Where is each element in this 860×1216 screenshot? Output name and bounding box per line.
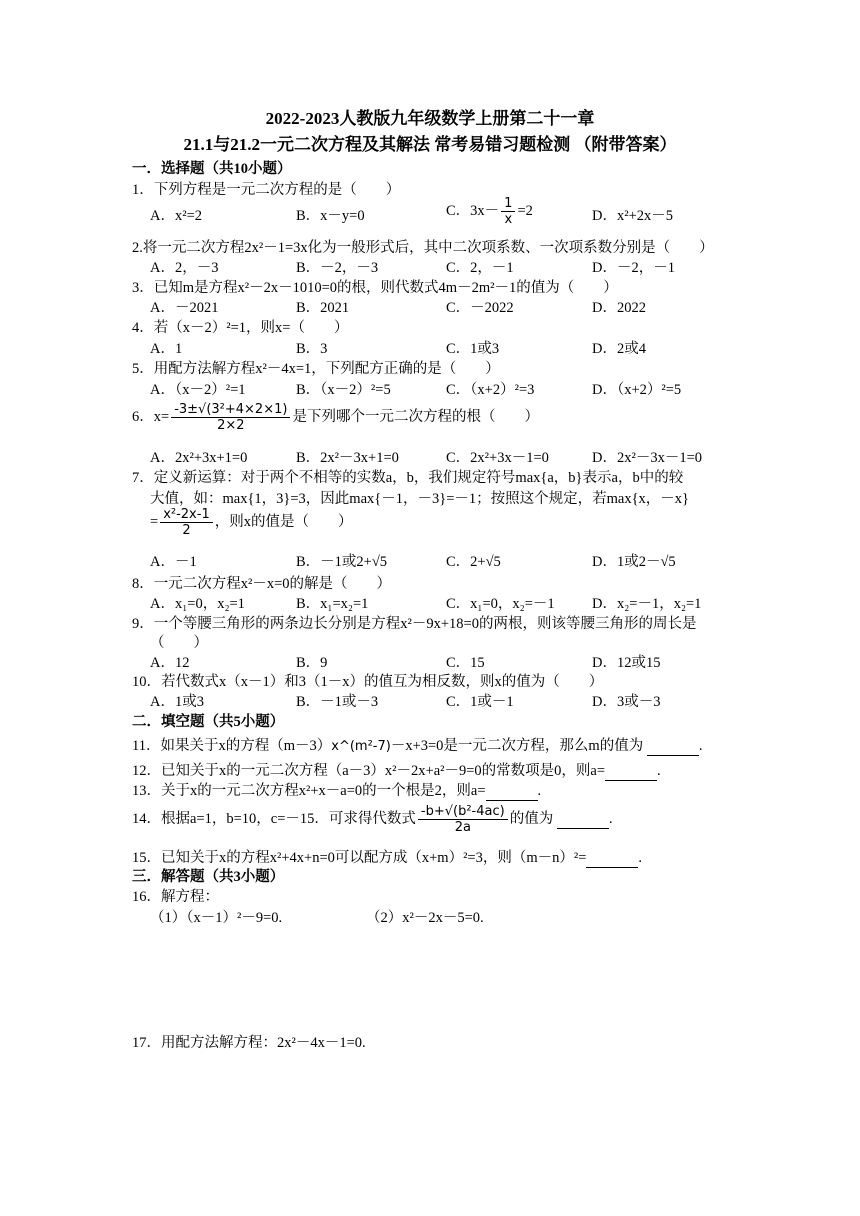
q4-option-d: D．2或4 — [592, 341, 646, 357]
q1-c-suffix: =2 — [517, 202, 533, 219]
q9-option-b: B．9 — [296, 655, 328, 671]
q1-option-b: B．x－y=0 — [296, 208, 365, 224]
q14-denominator: 2a — [454, 820, 471, 835]
q13-text: 13．关于x的一元二次方程x²+x－a=0的一个根是2，则a= — [132, 783, 486, 799]
q13-stem: 13．关于x的一元二次方程x²+x－a=0的一个根是2，则a= . — [132, 783, 542, 799]
section-fill: 二．填空题（共5小题） — [132, 714, 285, 730]
section-choice: 一．选择题（共10小题） — [132, 161, 292, 177]
q2-option-d: D．－2，－1 — [592, 260, 675, 276]
q14-fraction — [418, 804, 508, 835]
q6-stem — [132, 402, 539, 433]
q5-option-d: D．（x+2）²=5 — [592, 382, 682, 398]
q11-stem: 11．如果关于x的方程（m－3）x^(m²-7)－x+3=0是一元二次方程，那么m的值为 . — [132, 738, 703, 754]
q7-option-c: C．2+√5 — [446, 554, 501, 570]
q10-option-b: B．－1或－3 — [296, 694, 379, 710]
q3-stem: 3．已知m是方程x²－2x－1010=0的根，则代数式4m－2m²－1的值为（ ） — [132, 280, 618, 296]
q7-denominator: 2 — [182, 523, 191, 538]
q1-option-c — [446, 196, 533, 227]
q7-fraction — [160, 507, 213, 538]
q11-blank[interactable] — [647, 738, 699, 756]
q7-option-a: A．－1 — [150, 554, 197, 570]
q6-numerator: -3±√(3²+4×2×1) — [171, 402, 290, 418]
q7-option-b: B．－1或2+√5 — [296, 554, 388, 570]
q4-option-a: A．1 — [150, 341, 183, 357]
q15-text: 15．已知关于x的方程x²+4x+n=0可以配方成（x+m）²=3，则（m－n）²= — [132, 850, 587, 866]
q3-option-d: D．2022 — [592, 300, 646, 316]
q14-stem: 14．根据a=1，b=10，c=－15．可求得代数式 $\frac{\text{-b+√(b²-4ac)}}{2a}$ 的值为 . — [132, 804, 613, 835]
q3-option-b: B．2021 — [296, 300, 350, 316]
q11-suffix: －x+3=0是一元二次方程，那么m的值为 — [390, 738, 644, 754]
q6-suffix: 是下列哪个一元二次方程的根（ ） — [292, 408, 539, 425]
q9-option-a: A．12 — [150, 655, 190, 671]
q7-eq: = — [150, 513, 159, 530]
q7-line-3 — [150, 507, 352, 538]
q10-option-c: C．1或－1 — [446, 694, 514, 710]
section-answer: 三．解答题（共3小题） — [132, 869, 285, 885]
q5-option-a: A．（x－2）²=1 — [150, 382, 246, 398]
q6-option-d: D．2x²－3x－1=0 — [592, 450, 702, 466]
q9-line-1: 9．一个等腰三角形的两条边长分别是方程x²－9x+18=0的两根，则该等腰三角形的周长是 — [132, 616, 697, 632]
q7-numerator: x²-2x-1 — [160, 507, 213, 523]
q1-c-fraction — [501, 196, 515, 227]
q8-option-a: A．x₁=0，x₂=1 — [150, 596, 245, 612]
q10-option-d: D．3或－3 — [592, 694, 661, 710]
q4-option-c: C．1或3 — [446, 341, 500, 357]
q6-denominator: 2×2 — [217, 418, 245, 433]
q4-stem: 4．若（x－2）²=1，则x=（ ） — [132, 320, 349, 336]
q5-option-c: C．（x+2）²=3 — [446, 382, 535, 398]
q11-prefix: 11．如果关于x的方程（m－3） — [132, 738, 332, 754]
q7-line-1: 7．定义新运算：对于两个不相等的实数a，b，我们规定符号max{a，b}表示a，b中的较 — [132, 470, 684, 486]
q3-option-c: C．－2022 — [446, 300, 514, 316]
q8-stem: 8．一元二次方程x²－x=0的解是（ ） — [132, 576, 392, 592]
q10-stem: 10．若代数式x（x－1）和3（1－x）的值互为相反数，则x的值为（ ） — [132, 674, 604, 690]
q16-part-1: （1）（x－1）²－9=0. — [150, 910, 283, 926]
title-line-1: 2022-2023人教版九年级数学上册第二十一章 — [265, 109, 595, 128]
q6-option-b: B．2x²－3x+1=0 — [296, 450, 399, 466]
q15-blank[interactable] — [586, 850, 638, 868]
q14-prefix: 14．根据a=1，b=10，c=－15．可求得代数式 — [132, 810, 416, 827]
q12-stem: 12．已知关于x的一元二次方程（a－3）x²－2x+a²－9=0的常数项是0，则a= . — [132, 763, 661, 779]
q15-stem: 15．已知关于x的方程x²+4x+n=0可以配方成（x+m）²=3，则（m－n）²= . — [132, 850, 643, 866]
q17-stem: 17．用配方法解方程：2x²－4x－1=0. — [132, 1035, 366, 1051]
q5-stem: 5．用配方法解方程x²－4x=1，下列配方正确的是（ ） — [132, 361, 500, 377]
q12-blank[interactable] — [605, 763, 657, 781]
title-line-2: 21.1与21.2一元二次方程及其解法 常考易错习题检测 （附带答案） — [183, 135, 677, 154]
q8-option-c: C．x₁=0，x₂=－1 — [446, 596, 555, 612]
q6-prefix: 6．x= — [132, 408, 170, 425]
q12-text: 12．已知关于x的一元二次方程（a－3）x²－2x+a²－9=0的常数项是0，则a= — [132, 763, 606, 779]
q2-option-c: C．2，－1 — [446, 260, 514, 276]
q1-c-prefix: C．3x－ — [446, 202, 500, 219]
q16-part-2: （2）x²－2x－5=0. — [366, 910, 484, 926]
q8-option-d: D．x₂=－1，x₂=1 — [592, 596, 702, 612]
q6-option-c: C．2x²+3x－1=0 — [446, 450, 549, 466]
q1-stem: 1．下列方程是一元二次方程的是（ ） — [132, 182, 401, 198]
q7-suffix: ，则x的值是（ ） — [214, 513, 353, 530]
q7-line-2: 大值，如：max{1，3}=3，因此max{－1，－3}=－1；按照这个规定，若max{x，－x} — [150, 491, 690, 507]
q7-option-d: D．1或2－√5 — [592, 554, 676, 570]
q9-option-c: C．15 — [446, 655, 485, 671]
q4-option-b: B．3 — [296, 341, 328, 357]
q16-stem: 16．解方程： — [132, 889, 219, 905]
q14-blank[interactable] — [557, 811, 609, 829]
q1-option-a: A．x²=2 — [150, 208, 202, 224]
q14-suffix: 的值为 — [509, 810, 554, 827]
q11-power: x^(m²-7) — [331, 739, 391, 754]
q10-option-a: A．1或3 — [150, 694, 204, 710]
q3-option-a: A．－2021 — [150, 300, 219, 316]
q2-option-b: B．－2，－3 — [296, 260, 379, 276]
q13-blank[interactable] — [486, 783, 538, 801]
q6-fraction — [171, 402, 290, 433]
q6-option-a: A．2x²+3x+1=0 — [150, 450, 248, 466]
q9-line-2: （ ） — [150, 635, 208, 651]
q14-numerator: -b+√(b²-4ac) — [418, 804, 508, 820]
q1-option-d: D．x²+2x－5 — [592, 208, 673, 224]
q5-option-b: B．（x－2）²=5 — [296, 382, 391, 398]
q1-c-numerator: 1 — [501, 196, 515, 212]
q9-option-d: D．12或15 — [592, 655, 661, 671]
q2-stem: 2.将一元二次方程2x²－1=3x化为一般形式后，其中二次项系数、一次项系数分别是（ ） — [132, 240, 714, 256]
q1-c-denominator: x — [504, 212, 513, 227]
q8-option-b: B．x₁=x₂=1 — [296, 596, 369, 612]
q2-option-a: A．2，－3 — [150, 260, 219, 276]
